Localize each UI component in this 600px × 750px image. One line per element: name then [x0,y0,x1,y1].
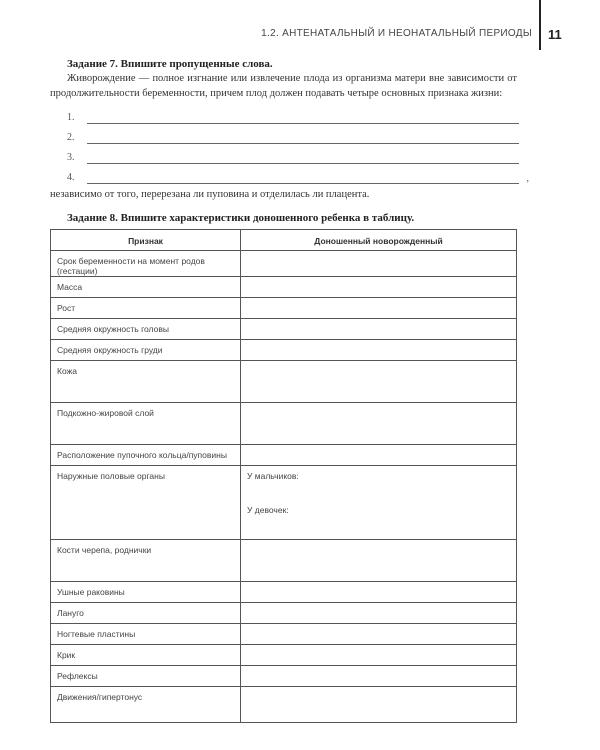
table-row [51,403,517,445]
blank-line-2[interactable] [67,132,519,146]
boys-label: У мальчиков: [247,471,299,481]
answer-cell[interactable] [241,319,517,340]
answer-cell[interactable] [241,603,517,624]
blank-number: 2. [67,132,75,143]
row-label: Подкожно-жировой слой [51,403,241,445]
table-row [51,603,517,624]
row-label: Расположение пупочного кольца/пуповины [51,445,241,466]
row-label: Срок беременности на момент родов (гестации) [51,251,241,277]
table-row [51,251,517,277]
row-label: Масса [51,277,241,298]
table-row [51,540,517,582]
answer-cell[interactable] [241,251,517,277]
table-row [51,582,517,603]
table-row [51,445,517,466]
blank-line-4[interactable] [67,172,529,186]
table-row [51,687,517,723]
answer-cell[interactable] [241,403,517,445]
table-row [51,466,517,540]
blank-line-3[interactable] [67,152,519,166]
answer-cell[interactable] [241,277,517,298]
task7-paragraph-text: Живорождение — полное изгнание или извлечение плода из организма матери вне зависимости от продолжительности беременности, причем плод должен подавать четыре основных признака жизни: [50,73,517,99]
task7-paragraph [50,72,517,101]
header-divider [539,0,541,50]
girls-label: У девочек: [247,505,289,515]
answer-cell[interactable] [241,298,517,319]
answer-cell[interactable] [241,445,517,466]
answer-cell[interactable] [241,624,517,645]
table-header-row [51,230,517,251]
column-header-sign: Признак [51,230,241,251]
row-label: Кожа [51,361,241,403]
row-label: Движения/гипертонус [51,687,241,723]
answer-cell[interactable] [241,361,517,403]
table-row [51,361,517,403]
answer-cell[interactable] [241,645,517,666]
answer-cell[interactable] [241,687,517,723]
row-label: Лануго [51,603,241,624]
task7-after-text: независимо от того, перерезана ли пуповина и отделилась ли плацента. [50,189,370,200]
table-row [51,624,517,645]
table-row [51,340,517,361]
row-label: Рефлексы [51,666,241,687]
blank-number: 1. [67,112,75,123]
page-number: 11 [548,27,562,42]
characteristics-table [50,229,517,723]
table-row [51,319,517,340]
column-header-newborn: Доношенный новорожденный [241,230,517,251]
task7-title: Задание 7. Впишите пропущенные слова. [67,58,273,70]
row-label: Наружные половые органы [51,466,241,540]
blank-line-1[interactable] [67,112,519,126]
table-row [51,277,517,298]
row-label: Крик [51,645,241,666]
blank-number: 4. [67,172,75,183]
section-header: 1.2. АНТЕНАТАЛЬНЫЙ И НЕОНАТАЛЬНЫЙ ПЕРИОДЫ [261,28,532,39]
answer-cell[interactable] [241,466,517,540]
row-label: Ушные раковины [51,582,241,603]
table-row [51,666,517,687]
row-label: Средняя окружность груди [51,340,241,361]
blank-comma: , [526,173,529,184]
row-label: Ногтевые пластины [51,624,241,645]
row-label: Рост [51,298,241,319]
task8-title: Задание 8. Впишите характеристики доношенного ребенка в таблицу. [67,212,415,224]
row-label: Кости черепа, роднички [51,540,241,582]
answer-cell[interactable] [241,340,517,361]
row-label: Средняя окружность головы [51,319,241,340]
table-row [51,298,517,319]
answer-cell[interactable] [241,540,517,582]
blank-number: 3. [67,152,75,163]
answer-cell[interactable] [241,666,517,687]
answer-cell[interactable] [241,582,517,603]
table-row [51,645,517,666]
